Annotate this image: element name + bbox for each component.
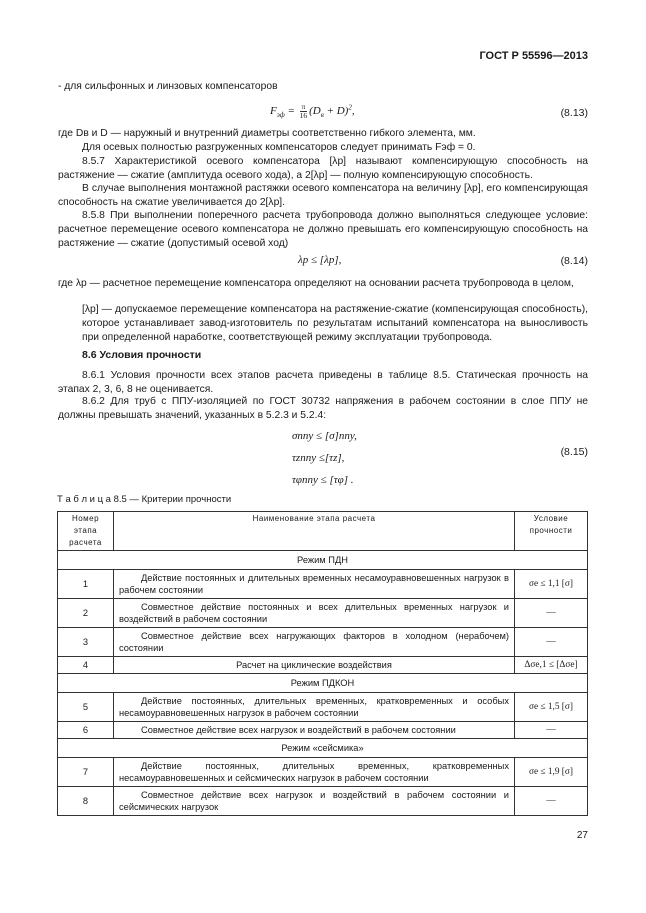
formula-8-13	[270, 103, 355, 120]
header-condition: Условие прочности	[515, 512, 588, 551]
paragraph-8-6-2: 8.6.2 Для труб с ППУ-изоляцией по ГОСТ 30732 напряжения в рабочем состоянии в слое ППУ не должны превышать значений, указанных в 5.2.3 и 5.2.4:	[58, 396, 588, 421]
stage-name: Действие постоянных, длительных временных, кратковременных несамоуравновешенных и сейсмических нагрузок в рабочем состоянии	[114, 758, 515, 787]
where-lambda-allowed: [λр] — допускаемое перемещение компенсатора на растяжение-сжатие (компенсирующая способность), которое устанавливает завод-изготовитель по результатам испытаний компенсатора на выносливость при определенной наработке, соответствующей режиму эксплуатации трубопровода.	[82, 304, 588, 343]
criteria-table	[57, 511, 588, 816]
paragraph-8-5-8: 8.5.8 При выполнении поперечного расчета трубопровода должно выполняться следующее условие: расчетное перемещение осевого компенсатора не должно превышать его компенсирующую способность на растяжение — сжатие (допустимый осевой ход)	[58, 210, 588, 249]
stage-condition: —	[515, 722, 588, 739]
definition-diameters: где Dв и D — наружный и внутренний диаметры соответственно гибкого элемента, мм.	[58, 128, 476, 139]
axial-note: Для осевых полностью разгруженных компенсаторов следует принимать Fэф = 0.	[82, 142, 476, 153]
intro-paragraph: - для сильфонных и линзовых компенсаторов	[58, 81, 278, 92]
formula-8-15-line-2: τzппу ≤[τz],	[292, 452, 345, 464]
formula-rhs2: + D)	[326, 105, 349, 118]
stage-condition: —	[515, 787, 588, 816]
equation-number-8-13: (8.13)	[560, 107, 588, 119]
table-mode-row	[58, 739, 588, 758]
stage-condition: σe ≤ 1,5 [σ]	[515, 693, 588, 722]
formula-rhs: (D	[309, 105, 321, 118]
section-title: 8.6 Условия прочности	[82, 349, 202, 361]
stage-condition: —	[515, 628, 588, 657]
mode-label: Режим ПДКОН	[58, 674, 588, 693]
formula-8-14: λр ≤ [λр],	[298, 254, 342, 266]
stage-name: Совместное действие постоянных и всех длительных временных нагрузок и воздействий в рабочем состоянии	[114, 599, 515, 628]
mode-label: Режим ПДН	[58, 551, 588, 570]
stage-number: 7	[58, 758, 114, 787]
paragraph-8-5-7-continued: В случае выполнения монтажной растяжки осевого компенсатора на величину [λр], его компенсирующая способность на сжатие увеличивается до 2[λр].	[58, 183, 588, 208]
stage-number: 5	[58, 693, 114, 722]
mode-label: Режим «сейсмика»	[58, 739, 588, 758]
formula-rhs-sub: в	[320, 111, 324, 120]
paragraph-8-5-7: 8.5.7 Характеристикой осевого компенсатора [λр] называют компенсирующую способность на растяжение — сжатие (амплитуда осевого хода), а 2[λр] — полную компенсирующую способность.	[58, 156, 588, 181]
table-row	[58, 758, 588, 787]
formula-8-15-line-1: σппу ≤ [σ]ппу,	[292, 430, 357, 442]
table-row	[58, 657, 588, 674]
table-header-row	[58, 512, 588, 551]
fraction-numerator: π	[301, 102, 306, 111]
table-caption: Т а б л и ц а 8.5 — Критерии прочности	[57, 494, 232, 505]
stage-number: 3	[58, 628, 114, 657]
table-row	[58, 628, 588, 657]
where-lambda: где λр — расчетное перемещение компенсатора определяют на основании расчета трубопровода в целом,	[58, 278, 574, 289]
table-row	[58, 787, 588, 816]
table-row	[58, 693, 588, 722]
page-number: 27	[576, 830, 588, 841]
stage-name: Расчет на циклические воздействия	[114, 657, 515, 674]
table-mode-row	[58, 674, 588, 693]
stage-name: Совместное действие всех нагрузок и воздействий в рабочем состоянии и сейсмических нагрузок	[114, 787, 515, 816]
formula-punct: ,	[351, 105, 355, 118]
equation-number-8-15: (8.15)	[560, 446, 588, 458]
stage-condition: σe ≤ 1,1 [σ]	[515, 570, 588, 599]
stage-number: 2	[58, 599, 114, 628]
stage-condition: Δσe,1 ≤ [Δσe]	[515, 657, 588, 674]
stage-name: Действие постоянных и длительных временных несамоуравновешенных нагрузок в рабочем состоянии	[114, 570, 515, 599]
formula-fraction	[300, 103, 308, 120]
paragraph-8-6-1: 8.6.1 Условия прочности всех этапов расчета приведены в таблице 8.5. Статическая прочность на этапах 2, 3, 6, 8 не оценивается.	[58, 370, 588, 395]
formula-8-15-line-3: τφппу ≤ [τφ] .	[292, 474, 354, 486]
formula-eq: =	[287, 105, 295, 118]
stage-number: 1	[58, 570, 114, 599]
stage-number: 6	[58, 722, 114, 739]
formula-sup: 2	[348, 103, 352, 112]
formula-lhs-sub: эф	[276, 111, 285, 120]
stage-name: Совместное действие всех нагрузок и воздействий в рабочем состоянии	[114, 722, 515, 739]
stage-number: 4	[58, 657, 114, 674]
table-mode-row	[58, 551, 588, 570]
table-row	[58, 722, 588, 739]
header-stage-number: Номер этапа расчета	[58, 512, 114, 551]
document-id: ГОСТ Р 55596—2013	[479, 50, 588, 62]
stage-name: Совместное действие всех нагружающих факторов в холодном (нерабочем) состоянии	[114, 628, 515, 657]
stage-condition: σe ≤ 1,9 [σ]	[515, 758, 588, 787]
equation-number-8-14: (8.14)	[560, 255, 588, 267]
formula-lhs: F	[270, 105, 277, 118]
stage-name: Действие постоянных, длительных временных, кратковременных и особых несамоуравновешенных нагрузок в рабочем состоянии	[114, 693, 515, 722]
formula-8-15	[292, 425, 357, 491]
stage-number: 8	[58, 787, 114, 816]
fraction-denominator: 16	[299, 111, 308, 120]
table-row	[58, 570, 588, 599]
table-row	[58, 599, 588, 628]
stage-condition: —	[515, 599, 588, 628]
header-stage-name: Наименование этапа расчета	[114, 512, 515, 551]
